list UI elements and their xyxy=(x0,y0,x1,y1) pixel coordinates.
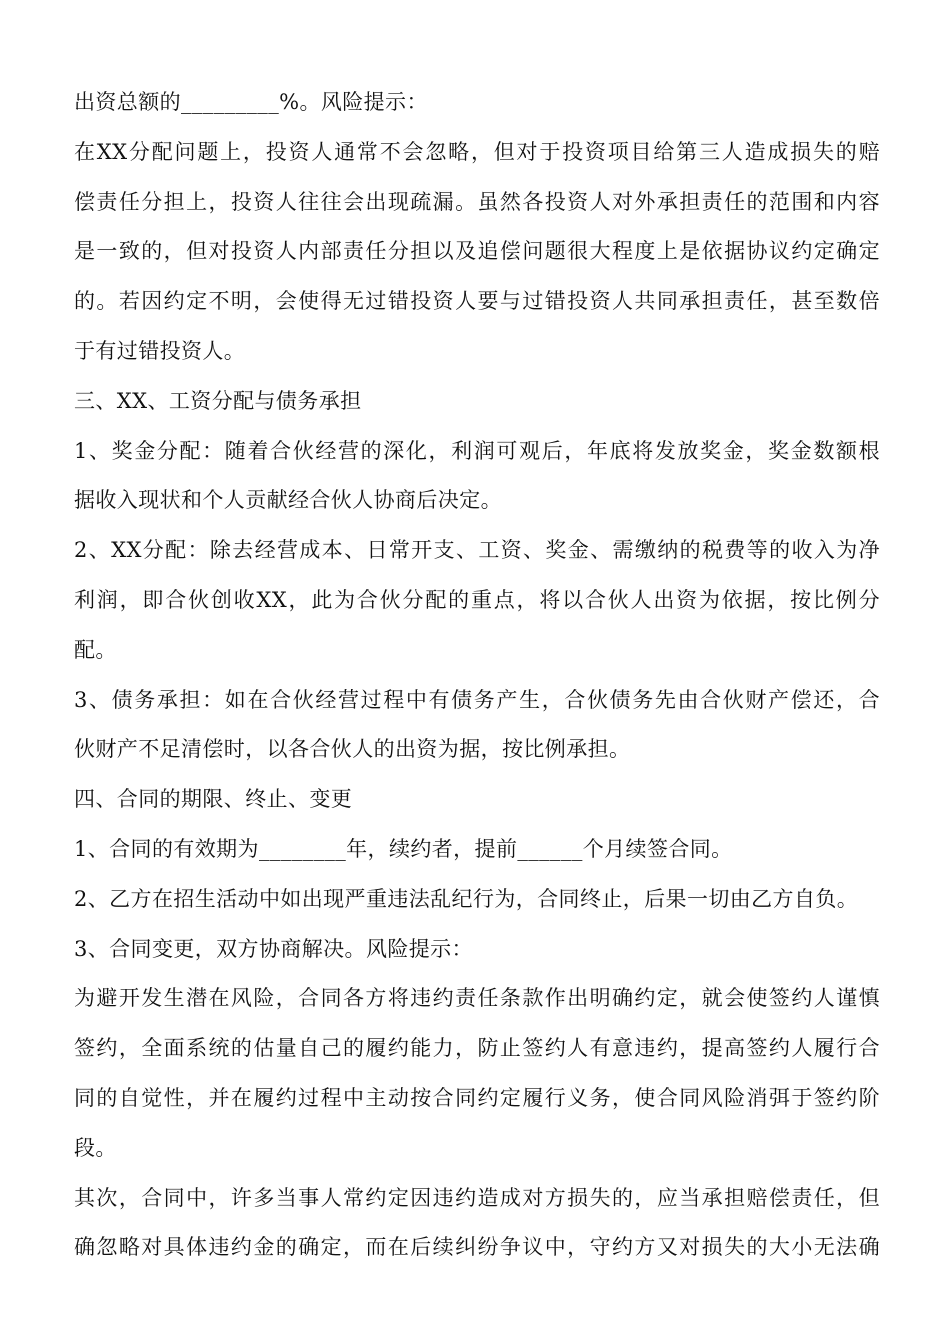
text-line: 据收入现状和个人贡献经合伙人协商后决定。 xyxy=(74,488,502,513)
text-line: 3、合同变更，双方协商解决。风险提示： xyxy=(74,936,473,961)
text-line: 2、乙方在招生活动中如出现严重违法乱纪行为，合同终止，后果一切由乙方自负。 xyxy=(74,886,859,911)
text-line: 3、债务承担：如在合伙经营过程中有债务产生，合伙债务先由合伙财产偿还，合 xyxy=(74,687,880,712)
text-line: 段。 xyxy=(74,1135,117,1160)
text-line: 于有过错投资人。 xyxy=(74,338,246,363)
document-page xyxy=(74,78,880,1273)
text-line: 是一致的，但对投资人内部责任分担以及追偿问题很大程度上是依据协议约定确定 xyxy=(74,239,880,264)
text-line: 其次，合同中，许多当事人常约定因违约造成对方损失的，应当承担赔偿责任，但 xyxy=(74,1185,880,1210)
text-line: 伙财产不足清偿时，以各合伙人的出资为据，按比例承担。 xyxy=(74,737,631,762)
text-line: 出资总额的_________%。风险提示： xyxy=(74,90,428,114)
section-heading: 三、XX、工资分配与债务承担 xyxy=(74,388,362,413)
text-line: 1、奖金分配：随着合伙经营的深化，利润可观后，年底将发放奖金，奖金数额根 xyxy=(74,438,880,463)
section-heading: 四、合同的期限、终止、变更 xyxy=(74,787,353,812)
text-line: 同的自觉性，并在履约过程中主动按合同约定履行义务，使合同风险消弭于签约阶 xyxy=(74,1085,880,1110)
text-line: 配。 xyxy=(74,637,117,662)
text-line: 2、XX分配：除去经营成本、日常开支、工资、奖金、需缴纳的税费等的收入为净 xyxy=(74,538,880,563)
text-line: 确忽略对具体违约金的确定，而在后续纠纷争议中，守约方又对损失的大小无法确 xyxy=(74,1235,880,1260)
text-line: 为避开发生潜在风险，合同各方将违约责任条款作出明确约定，就会使签约人谨慎 xyxy=(74,986,880,1011)
text-line: 在XX分配问题上，投资人通常不会忽略，但对于投资项目给第三人造成损失的赔 xyxy=(74,139,880,164)
text-line: 偿责任分担上，投资人往往会出现疏漏。虽然各投资人对外承担责任的范围和内容 xyxy=(74,189,880,214)
text-line: 利润，即合伙创收XX，此为合伙分配的重点，将以合伙人出资为依据，按比例分 xyxy=(74,587,880,612)
text-line: 签约，全面系统的估量自己的履约能力，防止签约人有意违约，提高签约人履行合 xyxy=(74,1036,880,1061)
text-line: 的。若因约定不明，会使得无过错投资人要与过错投资人共同承担责任，甚至数倍 xyxy=(74,289,880,314)
text-line: 1、合同的有效期为________年，续约者，提前______个月续签合同。 xyxy=(74,836,733,861)
